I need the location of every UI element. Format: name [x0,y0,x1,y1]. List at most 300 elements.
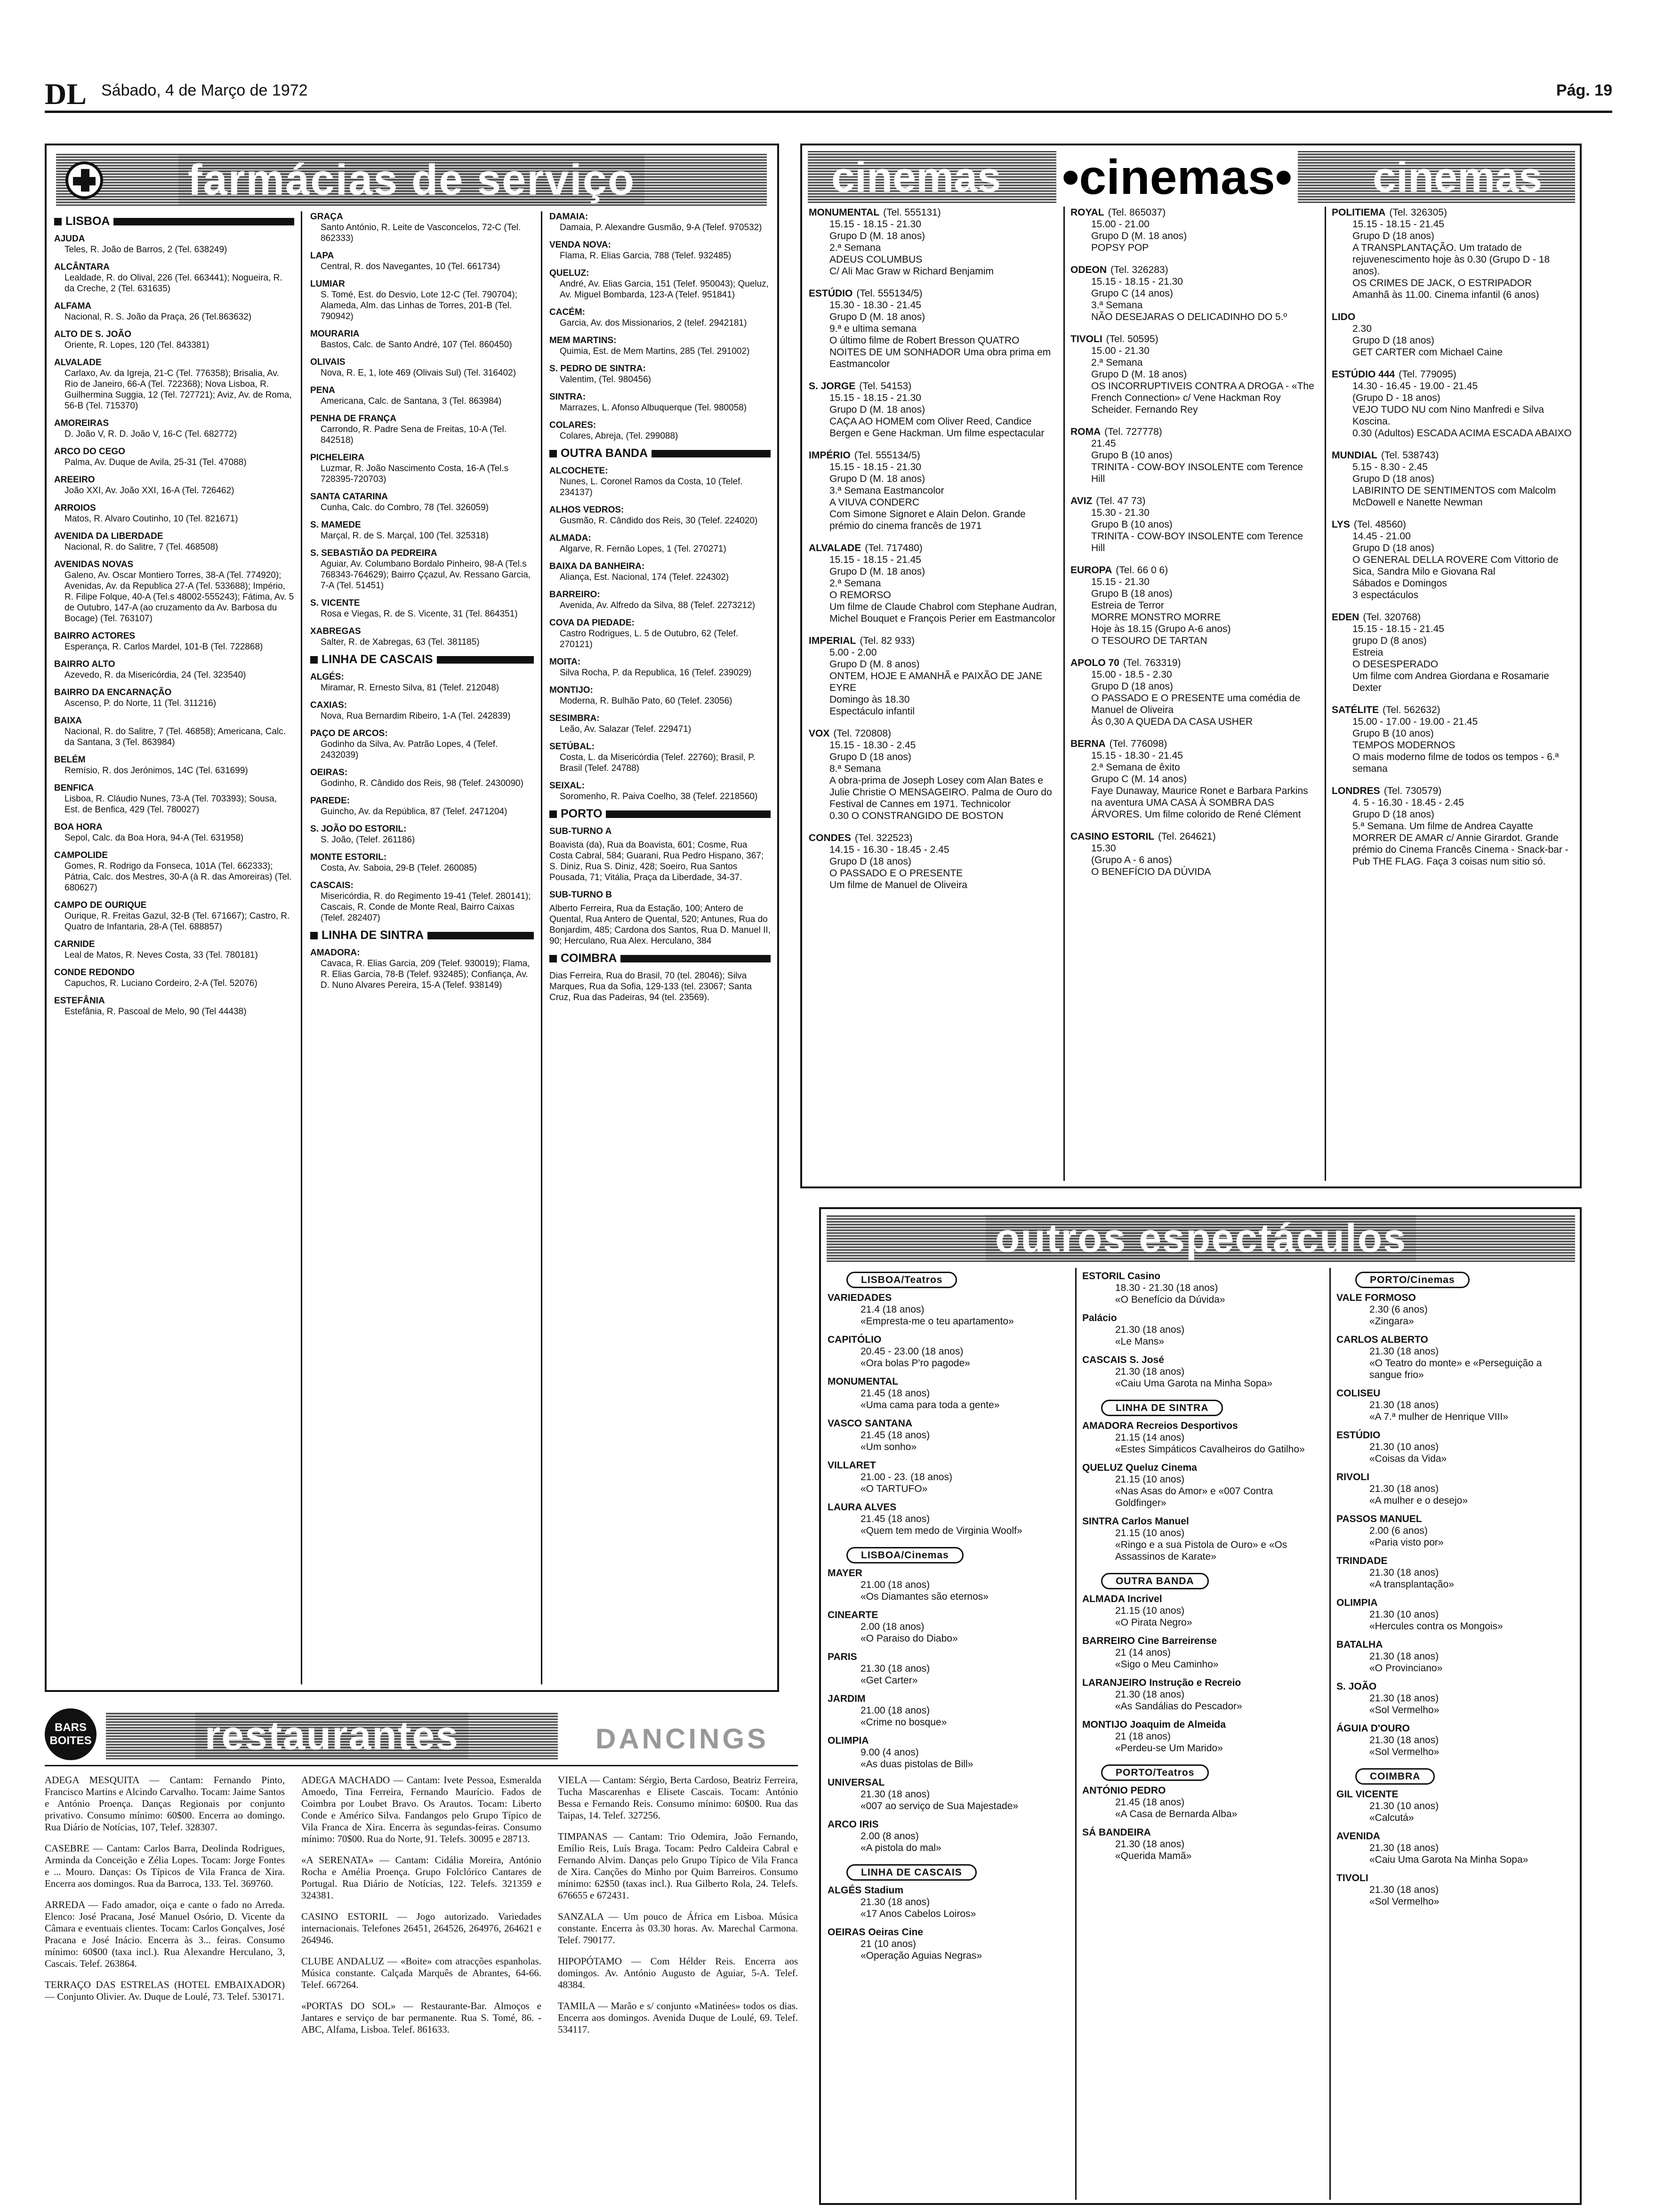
show-listing [828,1459,1070,1495]
pharmacy-locality: CAMPO DE OURIQUE [54,900,147,910]
section-title: COIMBRA [561,952,617,965]
pharmacy-details: Godinho, R. Cândido dos Reis, 98 (Telef. 2430090) [321,778,523,788]
pharmacy-locality: BAIRRO DA ENCARNAÇÃO [54,688,172,697]
pharmacy-entry [310,211,534,244]
cinema-header [1070,564,1318,576]
section-heading [549,448,771,459]
section-bar [652,450,771,457]
pharmacy-entry [310,413,534,446]
pharmacy-details: Garcia, Av. dos Missionarios, 2 (telef. 2942181) [560,318,747,328]
venue-name: ÁGUIA D'OURO [1336,1723,1410,1734]
pharmacy-details: Lealdade, R. do Olival, 226 (Tel. 663441); Nogueira, R. da Creche, 2 (Tel. 631635) [64,273,282,294]
show-line: «Ora bolas P'ro pagode» [861,1358,970,1369]
pharmacy-entry [549,363,771,385]
pharmacy-locality: S. SEBASTIÃO DA PEDREIRA [310,548,437,558]
pharmacy-details: Aguiar, Av. Columbano Bordalo Pinheiro, 98-A (Tel.s 768343-764629); Bairro Ççazul, Av. Ressano Garcia, 7-A (Tel. 51451) [321,559,531,591]
venue-name: VILLARET [828,1460,876,1471]
pharmacy-details: S. João, (Telef. 261186) [321,835,415,845]
section-heading [310,930,534,941]
pharmacy-details: Castro Rodrigues, L. 5 de Outubro, 62 (Telef. 270121) [560,629,739,649]
pharmacy-details: Nova, R. E, 1, lote 469 (Olivais Sul) (Tel. 316402) [321,368,516,378]
pharmacy-entry [310,852,534,874]
pharmacy-locality: SANTA CATARINA [310,492,388,502]
pharmacy-locality: ALGÉS: [310,672,344,682]
cinema-name: ODEON [1070,264,1107,275]
venue-name: VARIEDADES [828,1292,892,1303]
pharmacy-entry [549,335,771,357]
pharmacy-locality: LAPA [310,251,334,261]
pharmacy-entry [54,715,294,748]
region-label: LINHA DE SINTRA [1101,1400,1223,1416]
restaurants-rule [45,1765,798,1766]
pharmacy-locality: ALTO DE S. JOÃO [54,329,131,339]
section-bar [620,955,771,962]
cinema-header [1332,369,1577,380]
show-line: 21.30 (18 anos) [1369,1843,1439,1853]
cinema-header [1070,207,1318,218]
pharmacy-entry [549,780,771,802]
program-line: LABIRINTO DE SENTIMENTOS com Malcolm McDowell e Nanette Newman [1352,485,1556,508]
show-listing [828,1819,1070,1854]
cinema-listing [1332,449,1577,508]
cinema-phone: (Tel. 48560) [1353,519,1406,530]
cinema-program [1070,345,1318,416]
pharmacy-locality: AVENIDA DA LIBERDADE [54,531,163,541]
show-listing [1082,1515,1325,1563]
cinema-program [1070,669,1318,728]
venue-name: CARLOS ALBERTO [1336,1334,1428,1345]
cinema-name: ESTÚDIO [809,288,853,299]
pharmacy-details: Valentim, (Tel. 980456) [560,375,651,385]
cinema-name: MUNDIAL [1332,450,1377,461]
pharmacy-locality: MEM MARTINS: [549,336,617,345]
pharmacy-entry [54,900,294,932]
pharmacy-details: Nova, Rua Bernardim Ribeiro, 1-A (Tel. 242839) [321,711,511,721]
cinema-header [809,380,1058,392]
cinema-header [809,728,1058,739]
venue-name: ALGÉS Stadium [828,1885,904,1896]
program-line: MORRE MONSTRO MORRE [1091,612,1221,623]
region-label: LISBOA/Cinemas [846,1547,964,1563]
venue-name: RIVOLI [1336,1472,1370,1483]
pharmacy-locality: BELÉM [54,755,86,765]
program-line: Grupo C (M. 14 anos) [1091,774,1187,785]
program-line: Grupo B (10 anos) [1091,450,1173,461]
program-line: 15.30 [1091,843,1116,854]
pharmacy-details: Costa, Av. Saboia, 29-B (Telef. 260085) [321,863,477,873]
cinema-listing [1070,495,1318,554]
pharmacy-entry [54,939,294,961]
cinema-name: ROYAL [1070,207,1104,218]
show-listing [828,1376,1070,1411]
pharmacy-details: Quimia, Est. de Mem Martins, 285 (Tel. 291002) [560,346,750,356]
cinema-listing [1332,704,1577,775]
venue-listing: TAMILA — Marão e s/ conjunto «Matinées» todos os dias. Encerra aos domingos. Avenida Duque de Loulé, 69. Telef. 534117. [558,2000,798,2035]
pharmacy-details: Esperança, R. Carlos Mardel, 101-B (Tel. 722868) [64,642,263,652]
program-line: ADEUS COLUMBUS [829,254,923,265]
program-line: Grupo D (18 anos) [829,752,911,762]
program-line: Domingo às 18.30 [829,694,910,705]
venue-name: CINEARTE [828,1610,878,1620]
program-line: Sábados e Domingos [1352,578,1447,589]
cinemas-box [800,144,1582,1188]
venue-name: TRINDADE [1336,1555,1388,1566]
show-line: «Um sonho» [861,1442,917,1452]
cinema-phone: (Tel. 82 933) [860,635,915,646]
venue-name: VALE FORMOSO [1336,1292,1416,1303]
show-line: «A pistola do mal» [861,1843,941,1853]
pharmacy-entry [549,420,771,441]
program-line: O PASSADO E O PRESENTE [829,868,963,879]
show-line: «Quem tem medo de Virginia Woolf» [861,1525,1022,1536]
cinema-program [1070,507,1318,554]
program-line: Às 0,30 A QUEDA DA CASA USHER [1091,716,1253,727]
program-line: 2.ª Semana de êxito [1091,762,1180,773]
region-label: PORTO/Teatros [1101,1764,1209,1781]
cinema-name: TIVOLI [1070,334,1102,345]
show-line: 2.00 (18 anos) [861,1621,925,1632]
venue-name: LAURA ALVES [828,1502,897,1513]
cinema-header [1332,704,1577,716]
pharmacy-entry [310,880,534,923]
pharmacy-details: Algarve, R. Fernão Lopes, 1 (Tel. 270271) [560,544,726,554]
program-line: 21.45 [1091,438,1116,449]
porto-pharmacies: Alberto Ferreira, Rua da Estação, 100; Antero de Quental, Rua Antero de Quental, 520; Antunes, Rua do Bonjardim, 485; Cardona dos Santos, Rua D. Manuel II, 90; Herculano, Rua Alex. Herculano, 384 [549,904,771,946]
pharmacy-details: Avenida, Av. Alfredo da Silva, 88 (Telef. 2273212) [560,601,756,610]
venue-name: ESTÚDIO [1336,1430,1381,1441]
pharmacy-locality: ESTEFÂNIA [54,996,105,1006]
program-line: O BENEFÍCIO DA DÚVIDA [1091,866,1211,877]
pharmacy-entry [54,418,294,440]
show-listing [1336,1597,1577,1632]
program-line: Grupo B (10 anos) [1091,519,1173,530]
cinema-phone: (Tel. 555131) [883,207,941,218]
program-line: Hoje às 18.15 (Grupo A-6 anos) [1091,624,1231,634]
pharmacy-locality: LUMIAR [310,279,345,289]
show-listing [1336,1639,1577,1674]
pharmacy-entry [310,548,534,591]
venue-listing: VIELA — Cantam: Sérgio, Berta Cardoso, Beatriz Ferreira, Tucha Mascarenhas e Elisete Cascais. Tocam: António Bessa e Fernando Reis. Consumo mínimo: 60$00. Rua das Taipas, 14. Telef. 327256. [558,1774,798,1821]
cinema-program [809,739,1058,822]
pharmacy-entry [310,598,534,619]
cinema-listing [1070,333,1318,416]
venue-name: AVENIDA [1336,1831,1380,1842]
cinema-program [1070,842,1318,878]
venue-listing: ADEGA MESQUITA — Cantam: Fernando Pinto, Francisco Martins e Alcindo Carvalho. Tocam: Jaime Santos e António Proença. Danças Regionais por conjunto privativo. Consumo mínimo: 60$00. Encerra ao domingo. Rua Diário de Notícias, 107, Telef. 328307. [45,1774,285,1833]
program-line: 14.15 - 16.30 - 18.45 - 2.45 [829,844,949,855]
section-marker [549,955,557,962]
pharmacy-details: Gomes, R. Rodrigo da Fonseca, 101A (Tel. 662333); Pátria, Calc. dos Mestres, 30-A (à R. das Amoreiras) (Tel. 680627) [64,861,292,893]
cinemas-col-1 [809,207,1058,901]
show-listing [828,1777,1070,1812]
cinema-name: LIDO [1332,312,1356,322]
show-line: 21.30 (10 anos) [1369,1442,1439,1452]
cinema-listing [809,449,1058,532]
show-line: 21.30 (18 anos) [1369,1651,1439,1662]
cinema-header [1332,207,1577,218]
venue-name: MONUMENTAL [828,1376,899,1387]
cinema-header [1332,519,1577,530]
show-line: «Sigo o Meu Caminho» [1115,1659,1219,1670]
pharmacy-locality: CACÉM: [549,307,585,317]
venue-name: TIVOLI [1336,1873,1368,1883]
show-line: «Get Carter» [861,1675,918,1686]
program-line: Grupo D (18 anos) [1091,681,1173,692]
program-line: O PASSADO E O PRESENTE uma comédia de Manuel de Oliveira [1091,693,1301,715]
pharmacy-locality: ARROIOS [54,503,96,513]
pharmacy-locality: ALCOCHETE: [549,466,608,476]
cinema-program [1070,576,1318,647]
pharmacy-details: Cunha, Calc. do Combro, 78 (Tel. 326059) [321,503,489,513]
venue-listing: «A SERENATA» — Cantam: Cidália Moreira, António Rocha e Amélia Proença. Grupo Folclórico Cantares de Portugal. Rua Diário de Notícias, 122. Telefs. 321359 e 324381. [301,1854,541,1901]
venue-name: GIL VICENTE [1336,1789,1399,1800]
restaurants-banner [106,1712,558,1759]
cinema-header [809,288,1058,299]
venue-name: BATALHA [1336,1639,1383,1650]
cinema-name: BERNA [1070,738,1106,749]
cinema-header [1070,738,1318,750]
cinema-program [1070,276,1318,323]
show-listing [1336,1513,1577,1548]
program-line: Grupo C (14 anos) [1091,288,1173,299]
other-shows-title: outros espectáculos [986,1215,1416,1262]
program-line: A TRANSPLANTAÇÃO. Um tratado de rejuvenescimento hoje às 0.30 (Grupo D - 18 anos). [1352,242,1550,277]
cinema-header [809,449,1058,461]
program-line: A obra-prima de Joseph Losey com Alan Bates e Julie Christie O MENSAGEIRO. Palma de Ouro do Festival de Cannes em 1971. Technicolor [829,775,1052,809]
pharmacy-locality: MOITA: [549,657,581,667]
program-line: Um filme com Andrea Giordana e Rosamarie Dexter [1352,671,1549,693]
pharmacy-locality: MONTE ESTORIL: [310,852,387,862]
show-listing [828,1693,1070,1728]
pharmacy-locality: QUELUZ: [549,268,589,278]
cinema-listing [1070,426,1318,485]
cinema-listing [1070,831,1318,878]
cinema-header [1332,785,1577,797]
pharmacy-locality: BAIXA [54,716,82,726]
cinema-listing [1332,311,1577,358]
program-line: Grupo D (M. 18 anos) [829,404,925,415]
cinema-name: LONDRES [1332,785,1380,796]
program-line: 9.ª e ultima semana [829,323,917,334]
program-line: Com Simone Signoret e Alain Delon. Grande prémio do cinema francês de 1971 [829,509,1026,531]
program-line: (Grupo D - 18 anos) [1352,393,1440,403]
venue-name: ANTÓNIO PEDRO [1082,1785,1166,1796]
pharmacy-entry [310,250,534,272]
cinema-phone: (Tel. 763319) [1123,657,1181,668]
cinema-phone: (Tel. 47 73) [1096,496,1146,506]
show-listing [1082,1270,1325,1306]
bars-boites-badge: BARS BOITES [45,1708,97,1760]
program-line: Grupo D (M. 18 anos) [829,473,925,484]
cinema-header [1070,495,1318,507]
cinema-program [809,554,1058,625]
pharmacy-details: Salter, R. de Xabregas, 63 (Tel. 381185) [321,637,480,647]
program-line: Grupo D (M. 18 anos) [829,566,925,577]
section-bar [427,932,534,939]
show-listing [1082,1719,1325,1754]
pharmacy-locality: VENDA NOVA: [549,240,611,250]
show-listing [1336,1292,1577,1327]
column-divider [301,211,302,1684]
show-line: «Paria visto por» [1369,1537,1444,1548]
program-line: Um filme de Manuel de Oliveira [829,880,967,890]
program-line: Faye Dunaway, Maurice Ronet e Barbara Parkins na aventura UMA CASA À SOMBRA DAS ÁRVORES. Um filme colorido de René Clément [1091,785,1308,820]
program-line: GET CARTER com Michael Caine [1352,347,1503,358]
show-line: 21.30 (18 anos) [1115,1839,1185,1850]
show-line: 2.00 (8 anos) [861,1831,919,1842]
cinema-header [1070,333,1318,345]
venue-name: ESTORIL Casino [1082,1271,1161,1282]
restaurants-section [45,1708,798,2207]
pharmacy-locality: BOA HORA [54,822,103,832]
pharmacy-details: Palma, Av. Duque de Avila, 25-31 (Tel. 47088) [64,457,247,467]
cinema-name: CONDES [809,833,851,843]
cinema-phone: (Tel. 776098) [1109,738,1167,749]
show-listing [828,1567,1070,1603]
pharmacy-details: Estefânia, R. Pascoal de Melo, 90 (Tel 44438) [64,1007,247,1017]
pharmacy-details: Matos, R. Alvaro Coutinho, 10 (Tel. 821671) [64,514,238,524]
pharmacy-entry [54,659,294,681]
show-line: 21.45 (18 anos) [861,1388,930,1399]
pharmacies-banner [56,154,767,206]
pharmacy-details: Lisboa, R. Cláudio Nunes, 73-A (Tel. 703393); Sousa, Est. de Benfica, 429 (Tel. 780027) [64,794,277,815]
pharmacy-locality: SEIXAL: [549,781,585,791]
pharmacy-locality: PAREDE: [310,796,350,806]
cinema-program [1332,716,1577,775]
pharmacy-entry [54,687,294,709]
pharmacy-locality: ALCÂNTARA [54,262,110,272]
cinema-listing [1332,369,1577,439]
pharmacy-details: Teles, R. João de Barros, 2 (Tel. 638249) [64,245,227,255]
show-line: «A 7.ª mulher de Henrique VIII» [1369,1411,1508,1422]
cinema-phone: (Tel. 326283) [1110,264,1168,275]
pharmacy-locality: XABREGAS [310,626,361,636]
show-line: 21.30 (18 anos) [1369,1735,1439,1746]
cinema-header [809,207,1058,218]
venue-name: CASCAIS S. José [1082,1354,1164,1365]
program-line: TRINITA - COW-BOY INSOLENTE com Terence Hill [1091,531,1303,553]
show-line: «Sol Vermelho» [1369,1705,1440,1715]
pharmacy-entry [549,657,771,678]
venue-name: BARREIRO Cine Barreirense [1082,1635,1217,1646]
venue-name: QUELUZ Queluz Cinema [1082,1462,1197,1473]
cinema-program [1070,218,1318,254]
cinema-listing [809,728,1058,822]
venue-name: UNIVERSAL [828,1777,885,1788]
pharmacy-details: Gusmão, R. Cândido dos Reis, 30 (Telef. 224020) [560,516,758,526]
cinema-phone: (Tel. 320768) [1363,612,1421,623]
venue-name: AMADORA Recreios Desportivos [1082,1420,1238,1431]
cinema-name: S. JORGE [809,381,856,392]
other-shows-box [819,1207,1582,2205]
program-line: 4. 5 - 16.30 - 18.45 - 2.45 [1352,797,1464,808]
section-bar [437,656,534,664]
cinema-header [1332,311,1577,323]
program-line: 15.00 - 17.00 - 19.00 - 21.45 [1352,716,1478,727]
program-line: 5.ª Semana. Um filme de Andrea Cayatte MORRER DE AMAR c/ Annie Girardot. Grande prémio do Cinema Francês Cinema - Snack-bar - Pub THE FLAG. Faça 3 coisas num sitio só. [1352,821,1569,867]
region-label: OUTRA BANDA [1101,1573,1209,1589]
show-listing [828,1292,1070,1327]
pharmacy-locality: CONDE REDONDO [54,968,135,978]
show-line: «O Teatro do monte» e «Perseguição a sangue frio» [1369,1358,1542,1380]
venue-name: PARIS [828,1651,857,1662]
pharmacy-entry [549,685,771,706]
program-line: 15.15 - 18.15 - 21.45 [829,554,921,565]
section-marker [310,932,318,939]
pharmacy-locality: CARNIDE [54,939,95,949]
program-line: 0.30 O CONSTRANGIDO DE BOSTON [829,810,1004,821]
program-line: Espectáculo infantil [829,706,915,717]
pharmacy-locality: OEIRAS: [310,768,348,777]
pharmacy-locality: BAIRRO ALTO [54,659,115,669]
cinemas-col-3 [1332,207,1577,878]
program-line: 2.ª Semana [829,578,881,589]
cinema-name: SATÉLITE [1332,705,1379,715]
restaurants-col-1 [45,1774,285,2012]
program-line: O TESOURO DE TARTAN [1091,635,1207,646]
region-label: LINHA DE CASCAIS [846,1864,977,1881]
show-listing [1336,1471,1577,1507]
pharmacy-locality: ALVALADE [54,358,102,368]
venue-listing: TERRAÇO DAS ESTRELAS (HOTEL EMBAIXADOR) — Conjunto Olivier. Av. Duque de Loulé, 73. Telef. 530171. [45,1979,285,2002]
show-line: 21.00 - 23. (18 anos) [861,1472,952,1483]
pharmacy-entry [549,392,771,413]
show-listing [1336,1830,1577,1866]
cinema-phone: (Tel. 326305) [1389,207,1447,218]
cinema-name: EDEN [1332,612,1359,623]
pharmacy-details: Cavaca, R. Elias Garcia, 209 (Telef. 930019); Flama, R. Elias Garcia, 78-B (Telef. 932485); Confiança, Av. D. Nuno Alvares Pereira, 15-A (Telef. 938149) [321,959,530,990]
show-line: 21.30 (18 anos) [1369,1567,1439,1578]
pharmacy-locality: ALHOS VEDROS: [549,505,624,515]
cinema-program [1332,530,1577,601]
program-line: 15.30 - 18.30 - 21.45 [829,300,921,311]
program-line: O REMORSO [829,590,891,601]
pharmacy-details: Remísio, R. dos Jerónimos, 14C (Tel. 631699) [64,766,248,776]
section-heading [549,809,771,819]
other-shows-banner [827,1215,1575,1262]
program-line: Grupo D (M. 18 anos) [1091,231,1187,241]
pharmacy-locality: AMOREIRAS [54,418,109,428]
pharmacy-details: Central, R. dos Navegantes, 10 (Tel. 661734) [321,262,500,272]
show-line: «Os Diamantes são eternos» [861,1591,989,1602]
column-divider [1329,1268,1331,2200]
show-line: 21.30 (18 anos) [861,1663,930,1674]
venue-name: LARANJEIRO Instrução e Recreio [1082,1677,1241,1688]
cinema-listing [1070,207,1318,254]
cinema-program [1332,323,1577,358]
show-line: «Operação Aguias Negras» [861,1950,982,1961]
cinema-header [1332,449,1577,461]
pharmacy-details: Nunes, L. Coronel Ramos da Costa, 10 (Telef. 234137) [560,477,743,497]
program-line: ONTEM, HOJE E AMANHÃ e PAIXÃO DE JANE EYRE [829,671,1043,693]
pharmacy-details: Colares, Abreja, (Tel. 299088) [560,431,678,441]
pharmacy-entry [310,767,534,789]
pharmacy-details: Santo António, R. Leite de Vasconcelos, 72-C (Tel. 862333) [321,223,521,243]
program-line: (Grupo A - 6 anos) [1091,855,1172,866]
other-shows-col-3 [1336,1268,1577,1914]
program-line: 14.45 - 21.00 [1352,531,1411,542]
pharmacy-details: Bastos, Calc. de Santo André, 107 (Tel. 860450) [321,340,512,350]
pharmacy-entry [54,967,294,989]
program-line: TRINITA - COW-BOY INSOLENTE com Terence Hill [1091,462,1303,484]
pharmacy-locality: CAMPOLIDE [54,850,108,860]
cinema-phone: (Tel. 538743) [1381,450,1439,461]
pharmacy-locality: MONTIJO: [549,685,593,695]
cinema-program [1332,623,1577,694]
pharmacy-entry [310,385,534,407]
pharmacy-entry [310,700,534,721]
show-listing [828,1334,1070,1369]
